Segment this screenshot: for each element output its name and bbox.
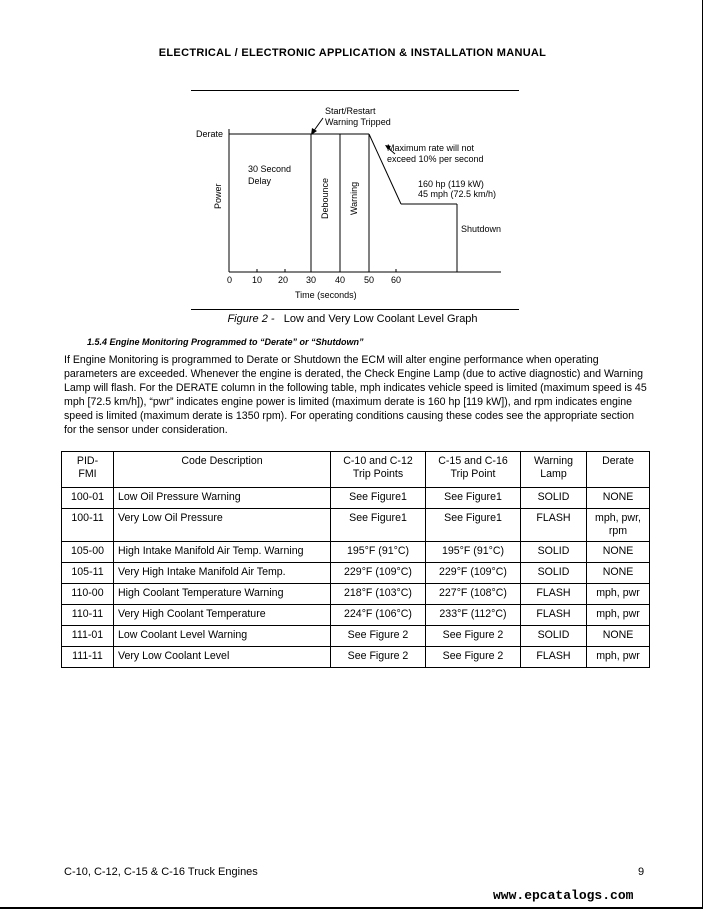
table-row xyxy=(62,488,650,509)
cell-lamp: FLASH xyxy=(521,509,587,542)
cell-description: Very High Coolant Temperature xyxy=(114,605,331,626)
cell-description: Low Oil Pressure Warning xyxy=(114,488,331,509)
cell-lamp: SOLID xyxy=(521,488,587,509)
footer-engine-models: C-10, C-12, C-15 & C-16 Truck Engines xyxy=(64,866,258,878)
table-header-row xyxy=(62,452,650,488)
cell-lamp: SOLID xyxy=(521,626,587,647)
cell-description: Low Coolant Level Warning xyxy=(114,626,331,647)
delay-label-line2: Delay xyxy=(248,176,272,186)
cell-c15-trip: See Figure1 xyxy=(426,488,521,509)
site-watermark[interactable]: www.epcatalogs.com xyxy=(493,888,634,903)
table-row xyxy=(62,605,650,626)
shutdown-label: Shutdown xyxy=(461,224,502,234)
cell-pid: 100-11 xyxy=(62,509,114,542)
header-c15-line2: Trip Point xyxy=(450,468,496,480)
cell-derate: mph, pwr, rpm xyxy=(587,509,650,542)
start-restart-label: Start/Restart xyxy=(325,106,376,116)
cell-derate: NONE xyxy=(587,542,650,563)
cell-lamp: SOLID xyxy=(521,563,587,584)
cell-derate: NONE xyxy=(587,563,650,584)
cell-c10-trip: See Figure 2 xyxy=(331,647,426,668)
header-c10-line2: Trip Points xyxy=(352,468,404,480)
cell-description: Very Low Coolant Level xyxy=(114,647,331,668)
header-desc-text: Code Description xyxy=(181,455,263,467)
cell-c10-trip: 195°F (91°C) xyxy=(331,542,426,563)
figure-caption-text: Low and Very Low Coolant Level Graph xyxy=(283,313,478,325)
cell-c15-trip: 233°F (112°C) xyxy=(426,605,521,626)
table-row xyxy=(62,647,650,668)
table-row xyxy=(62,509,650,542)
cell-derate: NONE xyxy=(587,626,650,647)
header-derate-text: Derate xyxy=(602,455,634,467)
x-tick-label: 40 xyxy=(335,275,346,285)
x-tick-label: 20 xyxy=(278,275,289,285)
body-paragraph: If Engine Monitoring is programmed to Derate or Shutdown the ECM will alter engine performance when operating parameters are exceeded. Whenever the engine is derated, the Check Engine Lamp (due to active diagnostic) and Warning Lamp will flash. For the DERATE column in the following table, mph indicates vehicle speed is limited (maximum speed is 45 mph [72.5 km/h]), “pwr” indicates engine power is limited (maximum derate is 160 hp [119 kW]), and rpm indicates engine speed is limited (maximum derate is 1350 rpm). For operating conditions causing these codes see the appropriate section for the sensor under consideration. xyxy=(64,354,647,436)
diagnostic-codes-table xyxy=(61,451,650,668)
header-code-description xyxy=(114,452,331,488)
manual-title: ELECTRICAL / ELECTRONIC APPLICATION & INSTALLATION MANUAL xyxy=(158,47,547,59)
cell-c15-trip: 227°F (108°C) xyxy=(426,584,521,605)
table-row xyxy=(62,542,650,563)
cell-pid: 110-00 xyxy=(62,584,114,605)
header-pid-line1: PID- xyxy=(76,455,99,467)
cell-description: Very High Intake Manifold Air Temp. xyxy=(114,563,331,584)
cell-c10-trip: See Figure1 xyxy=(331,509,426,542)
cell-c10-trip: 224°F (106°C) xyxy=(331,605,426,626)
header-c10-line1: C-10 and C-12 xyxy=(343,455,413,467)
cell-c15-trip: 229°F (109°C) xyxy=(426,563,521,584)
cell-pid: 110-11 xyxy=(62,605,114,626)
cell-pid: 105-00 xyxy=(62,542,114,563)
cell-description: Very Low Oil Pressure xyxy=(114,509,331,542)
delay-label-line1: 30 Second xyxy=(248,164,292,174)
cell-derate: NONE xyxy=(587,488,650,509)
page-number: 9 xyxy=(638,866,645,878)
cell-c10-trip: See Figure1 xyxy=(331,488,426,509)
header-pid-line2: FMI xyxy=(78,468,97,480)
x-axis-label: Time (seconds) xyxy=(295,290,357,300)
hp-limit-label: 160 hp (119 kW) xyxy=(418,179,484,189)
cell-c10-trip: 229°F (109°C) xyxy=(331,563,426,584)
cell-pid: 111-11 xyxy=(62,647,114,668)
cell-lamp: SOLID xyxy=(521,542,587,563)
header-c15-trip xyxy=(426,452,521,488)
header-c15-line1: C-15 and C-16 xyxy=(438,455,508,467)
cell-c15-trip: See Figure1 xyxy=(426,509,521,542)
cell-derate: mph, pwr xyxy=(587,605,650,626)
cell-derate: mph, pwr xyxy=(587,584,650,605)
cell-description: High Coolant Temperature Warning xyxy=(114,584,331,605)
header-warning-lamp xyxy=(521,452,587,488)
cell-pid: 100-01 xyxy=(62,488,114,509)
x-tick-label: 60 xyxy=(391,275,402,285)
table-row xyxy=(62,584,650,605)
cell-c15-trip: 195°F (91°C) xyxy=(426,542,521,563)
cell-c10-trip: 218°F (103°C) xyxy=(331,584,426,605)
cell-lamp: FLASH xyxy=(521,605,587,626)
cell-pid: 105-11 xyxy=(62,563,114,584)
mph-limit-label: 45 mph (72.5 km/h) xyxy=(418,189,497,199)
header-derate xyxy=(587,452,650,488)
cell-derate: mph, pwr xyxy=(587,647,650,668)
section-heading: 1.5.4 Engine Monitoring Programmed to “Derate” or “Shutdown” xyxy=(87,337,364,347)
figure-caption xyxy=(0,313,705,325)
coolant-level-graph xyxy=(191,90,519,310)
header-c10-trip xyxy=(331,452,426,488)
cell-pid: 111-01 xyxy=(62,626,114,647)
x-tick-label: 10 xyxy=(252,275,263,285)
warning-tripped-label: Warning Tripped xyxy=(325,117,391,127)
cell-c15-trip: See Figure 2 xyxy=(426,647,521,668)
max-rate-label-line2: exceed 10% per second xyxy=(387,154,484,164)
max-rate-label-line1: Maximum rate will not xyxy=(387,143,475,153)
table-row xyxy=(62,563,650,584)
cell-c15-trip: See Figure 2 xyxy=(426,626,521,647)
header-lamp-line1: Warning xyxy=(533,455,574,467)
derate-label: Derate xyxy=(196,129,224,139)
cell-c10-trip: See Figure 2 xyxy=(331,626,426,647)
header-lamp-line2: Lamp xyxy=(540,468,567,480)
x-tick-label: 50 xyxy=(364,275,375,285)
figure-label: Figure 2 - xyxy=(227,313,275,325)
cell-lamp: FLASH xyxy=(521,584,587,605)
warning-label: Warning xyxy=(349,181,359,215)
header-pid-fmi xyxy=(62,452,114,488)
x-tick-label: 30 xyxy=(306,275,317,285)
table-row xyxy=(62,626,650,647)
x-tick-label: 0 xyxy=(227,275,233,285)
power-axis-label: Power xyxy=(213,183,223,209)
cell-lamp: FLASH xyxy=(521,647,587,668)
debounce-label: Debounce xyxy=(320,177,330,219)
cell-description: High Intake Manifold Air Temp. Warning xyxy=(114,542,331,563)
